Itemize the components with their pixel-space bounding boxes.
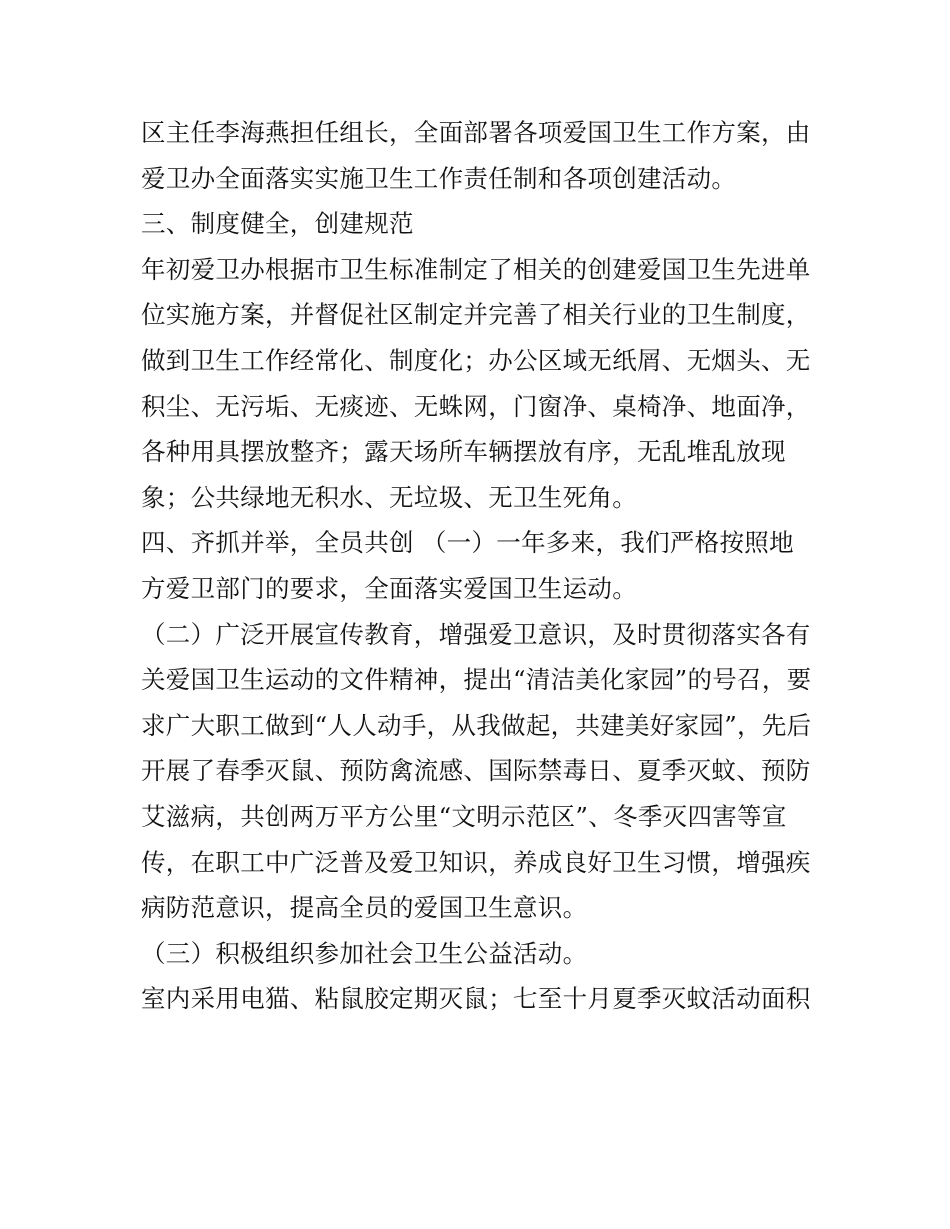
text-line: 积尘、无污垢、无痰迹、无蛛网，门窗净、桌椅净、地面净， — [141, 391, 811, 421]
text-line: 开展了春季灭鼠、预防禽流感、国际禁毒日、夏季灭蚊、预防 — [141, 756, 811, 786]
text-line: （二）广泛开展宣传教育，增强爱卫意识，及时贯彻落实各有 — [141, 619, 811, 649]
section-heading: 三、制度健全，创建规范 — [141, 209, 414, 239]
text-line: 关爱国卫生运动的文件精神，提出“清洁美化家园”的号召，要 — [141, 665, 812, 695]
text-line: 室内采用电猫、粘鼠胶定期灭鼠；七至十月夏季灭蚊活动面积 — [141, 984, 811, 1014]
text-line: （三）积极组织参加社会卫生公益活动。 — [141, 938, 588, 968]
section-heading: 四、齐抓并举，全员共创 （一）一年多来，我们严格按照地 — [141, 528, 794, 558]
text-line: 病防范意识，提高全员的爱国卫生意识。 — [141, 893, 588, 923]
text-line: 象；公共绿地无积水、无垃圾、无卫生死角。 — [141, 482, 637, 512]
text-line: 做到卫生工作经常化、制度化；办公区域无纸屑、无烟头、无 — [141, 345, 811, 375]
text-line: 艾滋病，共创两万平方公里“文明示范区”、冬季灭四害等宣 — [141, 801, 787, 831]
text-line: 传，在职工中广泛普及爱卫知识，养成良好卫生习惯，增强疾 — [141, 847, 811, 877]
text-line: 各种用具摆放整齐；露天场所车辆摆放有序，无乱堆乱放现 — [141, 437, 786, 467]
text-line: 年初爱卫办根据市卫生标准制定了相关的创建爱国卫生先进单 — [141, 254, 811, 284]
text-line: 位实施方案，并督促社区制定并完善了相关行业的卫生制度， — [141, 300, 811, 330]
text-line: 方爱卫部门的要求，全面落实爱国卫生运动。 — [141, 573, 637, 603]
text-line: 区主任李海燕担任组长，全面部署各项爱国卫生工作方案，由 — [141, 118, 811, 147]
document-body — [141, 110, 821, 1022]
text-line: 求广大职工做到“人人动手，从我做起，共建美好家园”，先后 — [141, 710, 812, 740]
text-line: 爱卫办全面落实实施卫生工作责任制和各项创建活动。 — [141, 163, 737, 193]
